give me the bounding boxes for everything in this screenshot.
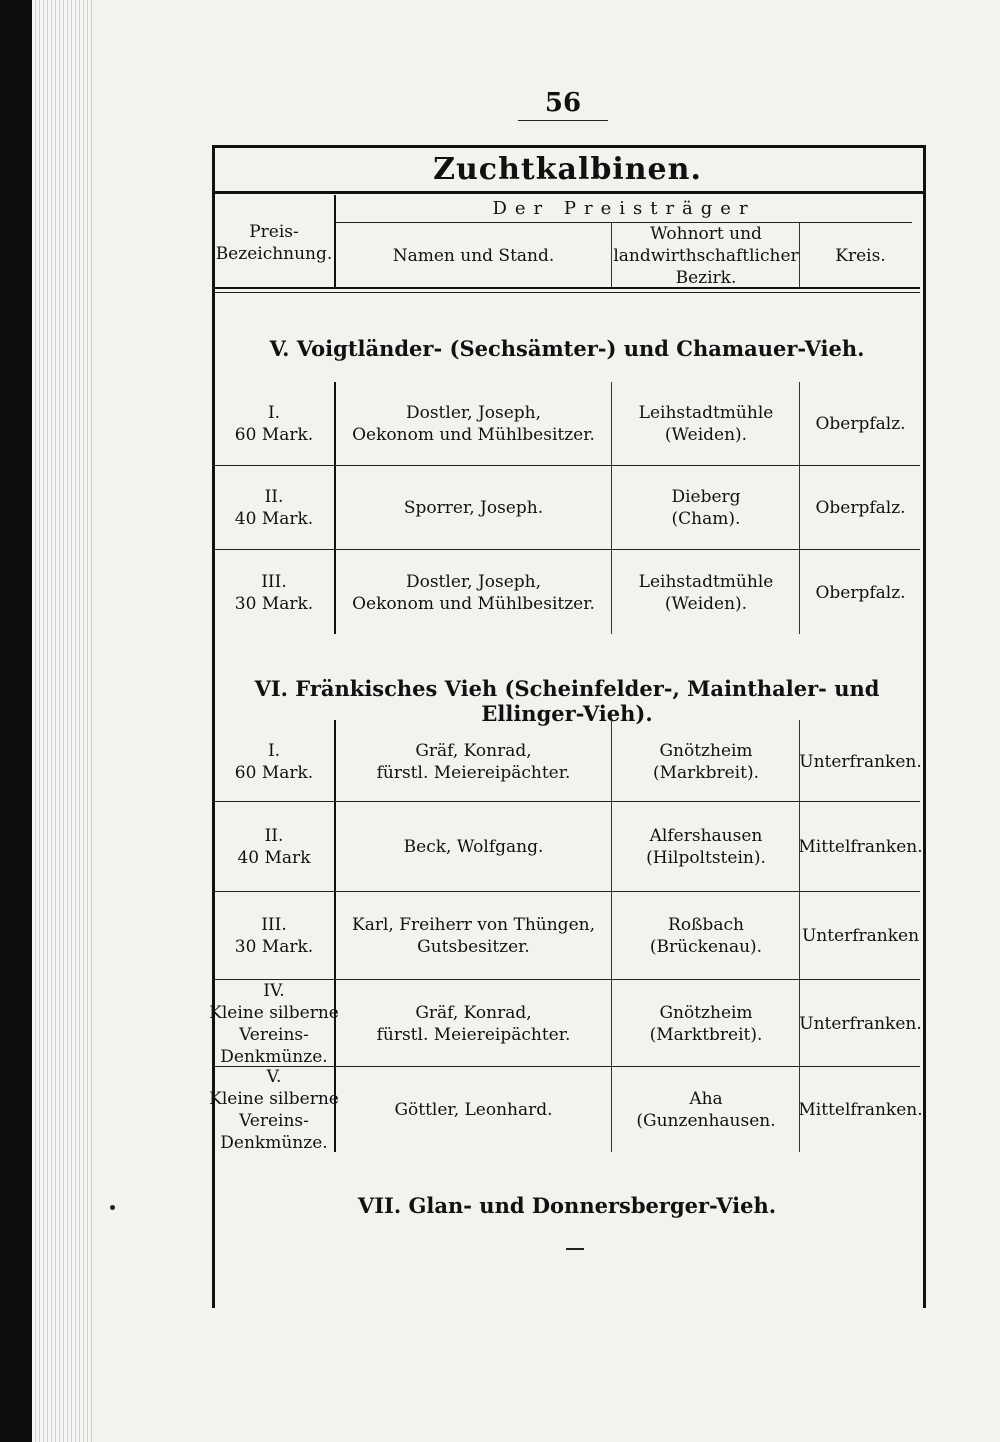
prize-line: Vereins- [239, 1024, 309, 1045]
section-vi-divider-2 [611, 720, 612, 1152]
place-line: Leihstadtmühle [638, 571, 774, 592]
name-line: fürstl. Meiereipächter. [376, 1024, 571, 1045]
prize-line: II. [264, 487, 284, 507]
prize-line: I. [267, 740, 281, 761]
row-rule [214, 549, 920, 550]
place-line: (Hilpoltstein). [646, 848, 766, 868]
prize-line: III. [261, 571, 287, 592]
district-cell [801, 893, 920, 979]
place-line: Aha [689, 1089, 723, 1109]
header-rule [214, 287, 920, 289]
district-line: Mittelfranken. [798, 837, 923, 857]
district-cell [801, 467, 920, 549]
district-line: Oberpfalz. [815, 414, 906, 434]
header-rule-2 [214, 292, 920, 293]
prize-line: 30 Mark. [234, 593, 314, 614]
district-cell [798, 1068, 923, 1152]
district-line: Mittelfranken. [798, 1100, 923, 1120]
prize-cell [214, 803, 334, 891]
name-cell [336, 722, 611, 801]
prize-line: III. [261, 915, 287, 935]
header-divider-2 [611, 223, 612, 287]
header-group: Der Preisträger [492, 198, 756, 219]
name-cell [336, 1068, 611, 1152]
name-cell [336, 893, 611, 979]
prize-line: Vereins- [239, 1111, 309, 1131]
place-line: (Brückenau). [649, 937, 763, 957]
prize-cell [214, 551, 334, 634]
place-line: Gnötzheim [659, 1002, 753, 1023]
district-line: Unterfranken. [799, 1013, 922, 1034]
title-rule [212, 191, 923, 194]
place-cell [613, 1068, 799, 1152]
prize-line: 30 Mark. [234, 937, 314, 957]
place-line: Dieberg [671, 487, 741, 507]
prize-line: 40 Mark [237, 848, 311, 868]
prize-line: 40 Mark. [234, 509, 314, 529]
place-cell [613, 722, 799, 801]
section-vi-divider-3 [799, 720, 800, 1152]
prize-cell [214, 893, 334, 979]
district-cell [801, 722, 920, 801]
place-cell [613, 384, 799, 464]
name-line: Dostler, Joseph, [405, 571, 542, 592]
name-line: Karl, Freiherr von Thüngen, [352, 915, 595, 935]
prize-cell [209, 1067, 339, 1153]
prize-line: Denkmünze. [220, 1133, 328, 1153]
district-line: Oberpfalz. [815, 582, 906, 603]
name-cell [336, 384, 611, 464]
district-cell [801, 551, 920, 634]
prize-cell [214, 722, 334, 801]
prize-line: 60 Mark. [234, 762, 314, 783]
place-line: (Weiden). [664, 593, 748, 614]
section-v-divider-3 [799, 382, 800, 634]
section-v-divider-2 [611, 382, 612, 634]
header-district-line: Kreis. [835, 245, 886, 266]
end-mark [566, 1248, 584, 1250]
place-cell [613, 551, 799, 634]
prize-cell [214, 384, 334, 464]
place-cell [613, 893, 799, 979]
district-line: Unterfranken [801, 926, 920, 946]
section-heading-vii: VII. Glan- und Donnersberger-Vieh. [357, 1193, 777, 1218]
prize-line: 60 Mark. [234, 425, 314, 445]
page-number-rule [518, 120, 608, 121]
place-cell [613, 803, 799, 891]
place-line: Gnötzheim [659, 740, 753, 761]
name-line: Gräf, Konrad, [415, 1002, 532, 1023]
header-place [613, 224, 799, 287]
prize-line: V. [266, 1067, 282, 1087]
prize-line: Denkmünze. [220, 1046, 328, 1067]
prize-line: IV. [263, 980, 285, 1001]
row-rule [214, 801, 920, 802]
district-line: Oberpfalz. [815, 498, 906, 518]
name-line: Beck, Wolfgang. [403, 837, 544, 857]
header-place-line: Wohnort und [650, 223, 762, 244]
row-rule [214, 465, 920, 466]
header-name [336, 224, 611, 287]
name-line: Göttler, Leonhard. [394, 1100, 553, 1120]
name-line: Gräf, Konrad, [415, 740, 532, 761]
section-heading-vi: VI. Fränkisches Vieh (Scheinfelder-, Mainthaler- und Ellinger-Vieh). [254, 676, 880, 726]
group-rule [336, 222, 912, 223]
district-cell [798, 803, 923, 891]
place-line: Roßbach [668, 915, 744, 935]
header-prize-line: Bezeichnung. [215, 243, 333, 264]
place-line: (Cham). [671, 509, 741, 529]
name-cell [336, 467, 611, 549]
place-line: (Gunzenhausen. [636, 1111, 776, 1131]
prize-line: Kleine silberne [209, 1002, 339, 1023]
prize-line: II. [264, 826, 284, 846]
place-line: (Weiden). [664, 425, 748, 445]
prize-line: I. [267, 403, 281, 423]
place-line: Alfershausen [649, 826, 763, 846]
name-line: Sporrer, Joseph. [403, 498, 544, 518]
name-line: Gutsbesitzer. [417, 937, 530, 957]
name-line: Dostler, Joseph, [405, 403, 542, 423]
name-line: Oekonom und Mühlbesitzer. [352, 593, 595, 614]
header-name-line: Namen und Stand. [392, 245, 555, 266]
prize-line: Kleine silberne [209, 1089, 339, 1109]
header-district [801, 224, 920, 287]
place-line: (Markbreit). [653, 762, 759, 783]
name-cell [336, 803, 611, 891]
margin-dot [110, 1205, 115, 1210]
prize-cell [209, 980, 339, 1067]
district-cell [801, 384, 920, 464]
header-place-line: landwirthschaftlicher [613, 245, 799, 266]
page-number: 56 [544, 88, 582, 118]
name-cell [336, 981, 611, 1066]
place-cell [613, 981, 799, 1066]
header-prize [214, 198, 334, 287]
table-title: Zuchtkalbinen. [433, 152, 702, 187]
section-heading-v: V. Voigtländer- (Sechsämter-) und Chamauer-Vieh. [269, 336, 865, 361]
place-line: (Marktbreit). [649, 1024, 763, 1045]
header-place-line: Bezirk. [675, 267, 737, 288]
place-line: Leihstadtmühle [638, 403, 774, 423]
header-prize-line: Preis- [249, 221, 299, 242]
name-cell [336, 551, 611, 634]
row-rule [214, 891, 920, 892]
name-line: Oekonom und Mühlbesitzer. [352, 425, 595, 445]
page-stack-edge [32, 0, 92, 1442]
district-cell [801, 981, 920, 1066]
district-line: Unterfranken. [799, 751, 922, 772]
prize-cell [214, 467, 334, 549]
place-cell [613, 467, 799, 549]
header-divider-3 [799, 223, 800, 287]
name-line: fürstl. Meiereipächter. [376, 762, 571, 783]
row-rule [214, 979, 920, 980]
